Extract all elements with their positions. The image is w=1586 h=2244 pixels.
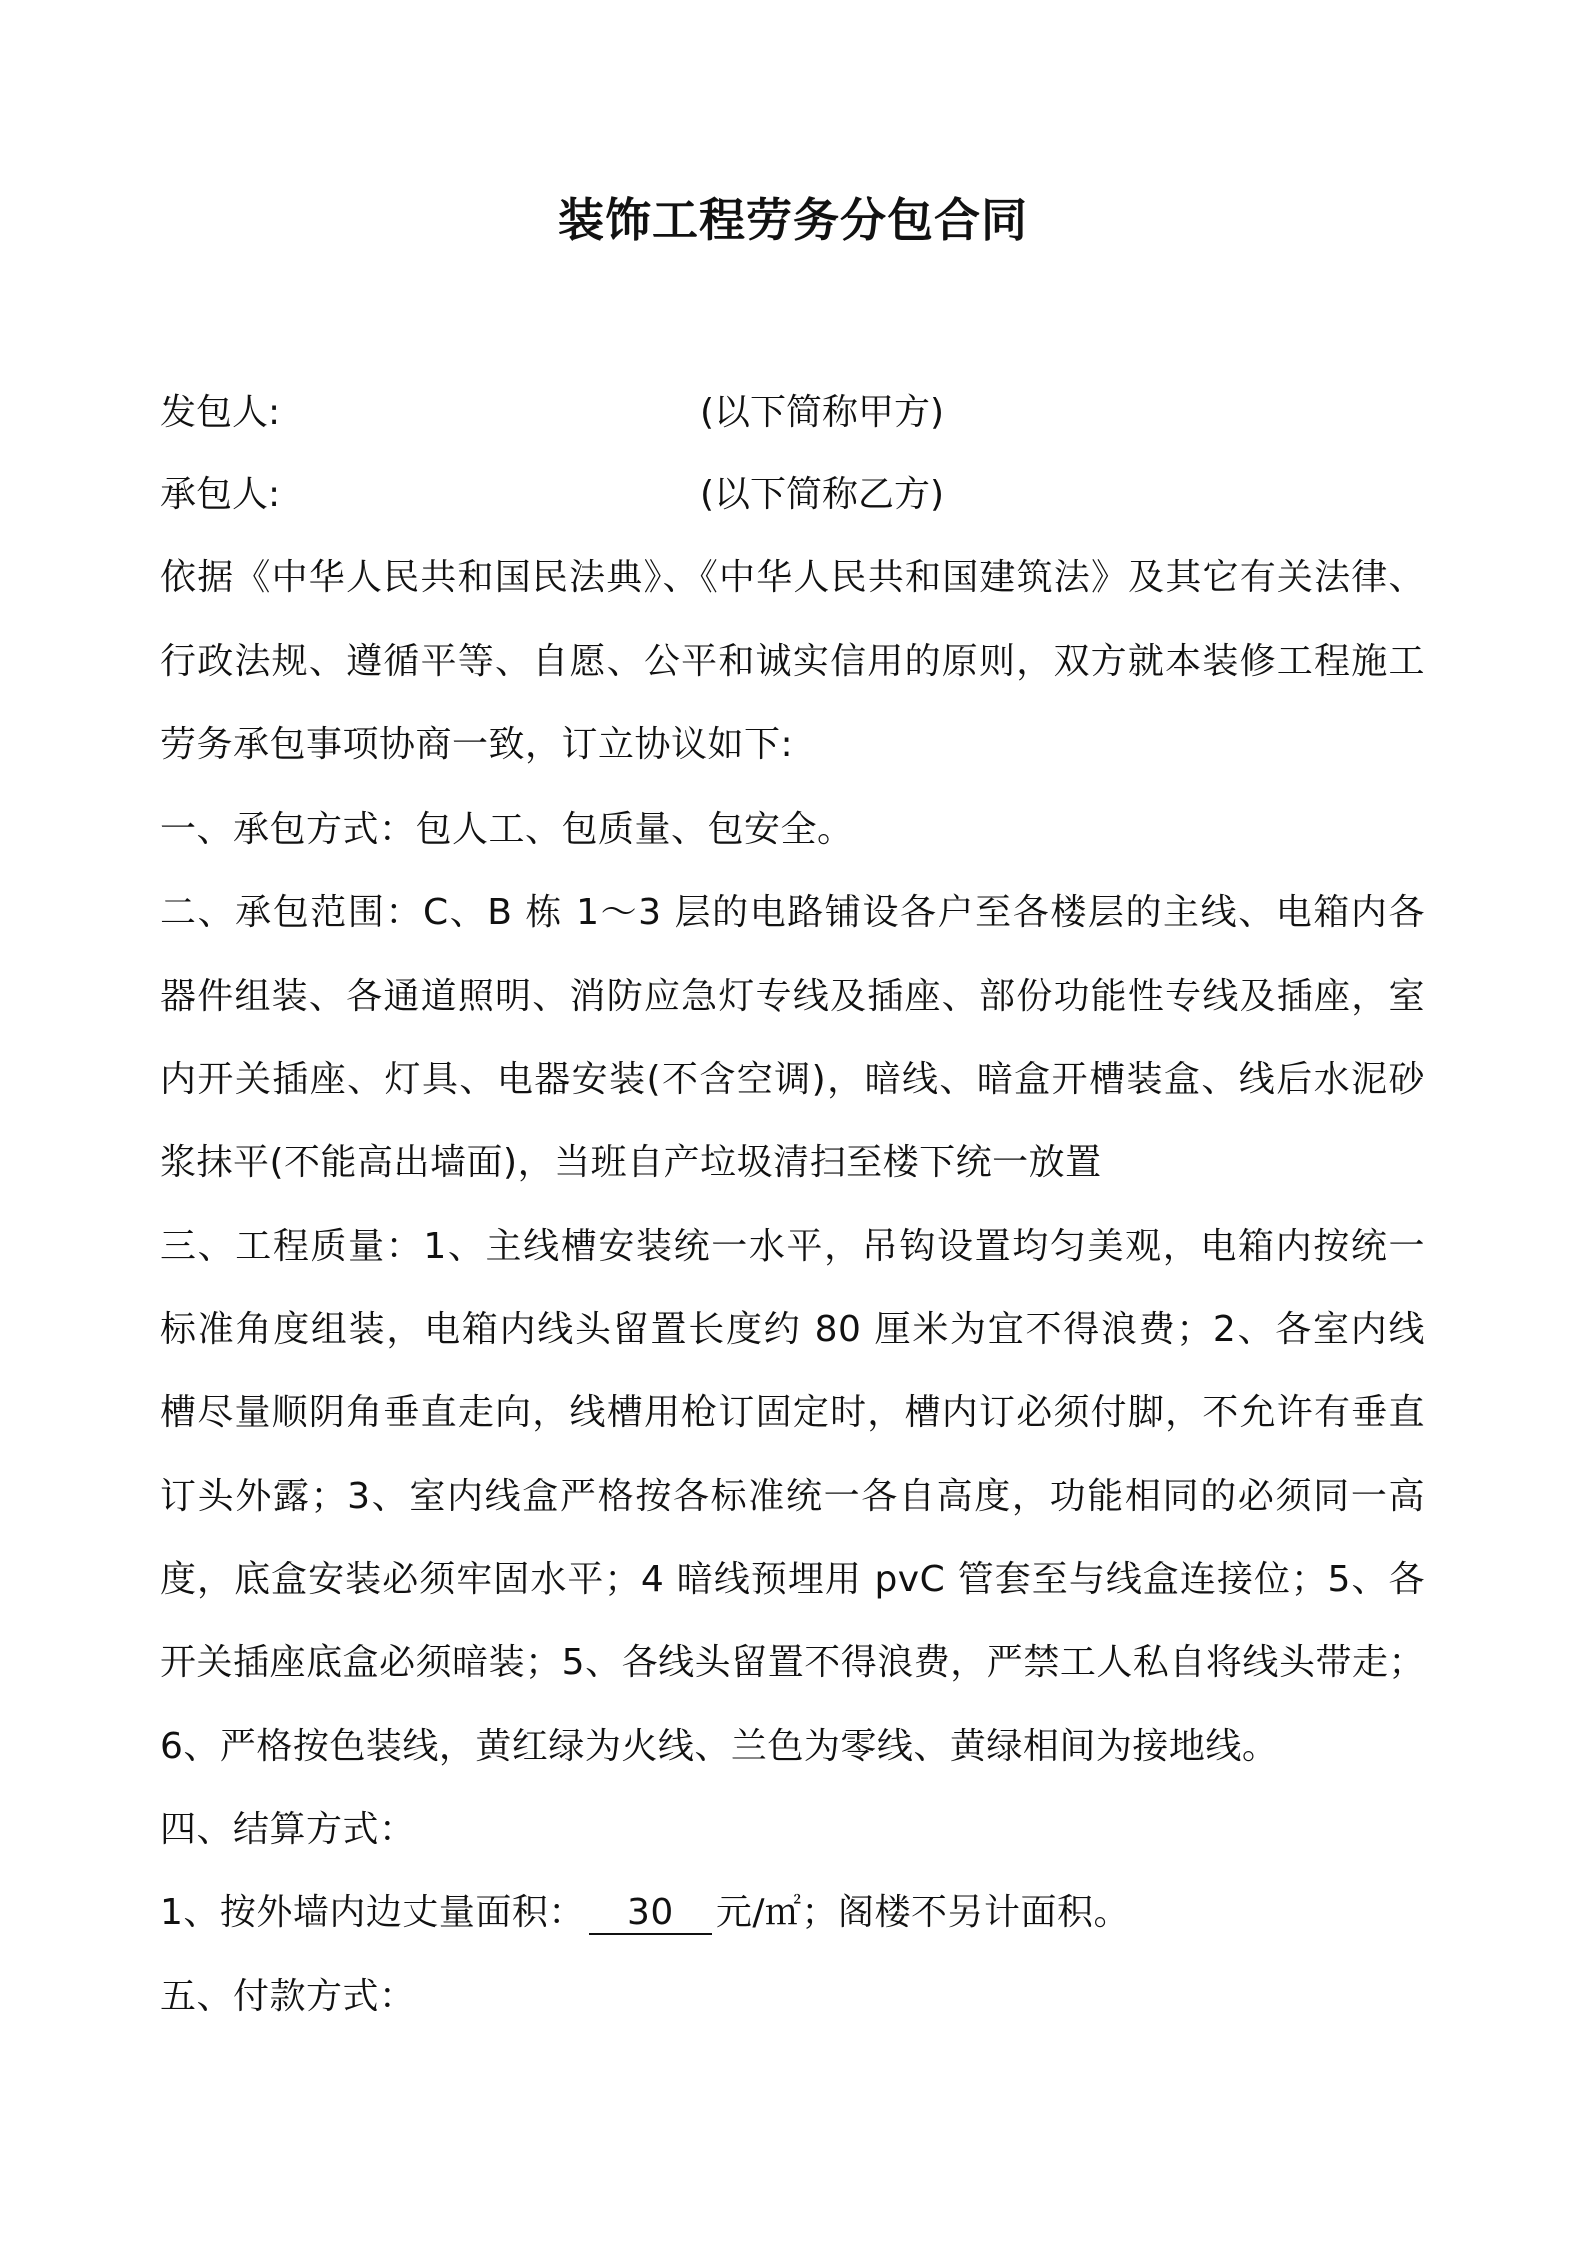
party-a-label: 发包人:	[160, 392, 281, 433]
unit-price-blank: 30	[589, 1893, 712, 1935]
section-scope-line: 浆抹平(不能高出墙面)，当班自产垃圾清扫至楼下统一放置	[160, 1142, 1102, 1183]
settlement-item-1-prefix: 1、按外墙内边丈量面积：	[160, 1892, 585, 1933]
preamble-line: 劳务承包事项协商一致，订立协议如下:	[160, 724, 794, 765]
section-quality-line: 度，底盒安装必须牢固水平；4 暗线预埋用 pvC 管套至与线盒连接位；5、各	[160, 1559, 1425, 1600]
party-b-label: 承包人:	[160, 474, 281, 515]
section-quality-line: 槽尽量顺阴角垂直走向，线槽用枪订固定时，槽内订必须付脚，不允许有垂直	[160, 1392, 1425, 1433]
section-scope-line: 内开关插座、灯具、电器安装(不含空调)，暗线、暗盒开槽装盒、线后水泥砂	[160, 1059, 1425, 1100]
section-quality-line: 开关插座底盒必须暗装；5、各线头留置不得浪费，严禁工人私自将线头带走；	[160, 1642, 1425, 1683]
party-b-note: (以下简称乙方)	[700, 474, 945, 515]
preamble-line: 依据《中华人民共和国民法典》、《中华人民共和国建筑法》及其它有关法律、	[160, 557, 1425, 598]
section-quality-line: 三、工程质量：1、主线槽安装统一水平，吊钩设置均匀美观，电箱内按统一	[160, 1226, 1425, 1267]
settlement-item-1	[160, 1888, 1130, 1938]
preamble-line: 行政法规、遵循平等、自愿、公平和诚实信用的原则，双方就本装修工程施工	[160, 641, 1425, 682]
section-contract-method: 一、承包方式：包人工、包质量、包安全。	[160, 809, 854, 850]
section-quality-line: 标准角度组装，电箱内线头留置长度约 80 厘米为宜不得浪费；2、各室内线	[160, 1309, 1425, 1350]
section-payment-heading: 五、付款方式：	[160, 1976, 416, 2017]
section-scope-line: 器件组装、各通道照明、消防应急灯专线及插座、部份功能性专线及插座，室	[160, 976, 1425, 1017]
party-a-note: (以下简称甲方)	[700, 392, 945, 433]
document-title: 装饰工程劳务分包合同	[558, 193, 1028, 247]
section-quality-line: 6、严格按色装线，黄红绿为火线、兰色为零线、黄绿相间为接地线。	[160, 1726, 1279, 1767]
section-scope-line: 二、承包范围：C、B 栋 1～3 层的电路铺设各户至各楼层的主线、电箱内各	[160, 892, 1425, 933]
section-quality-line: 订头外露；3、室内线盒严格按各标准统一各自高度，功能相同的必须同一高	[160, 1476, 1425, 1517]
section-settlement-heading: 四、结算方式：	[160, 1809, 416, 1850]
settlement-item-1-suffix: 元/㎡；阁楼不另计面积。	[715, 1892, 1131, 1933]
